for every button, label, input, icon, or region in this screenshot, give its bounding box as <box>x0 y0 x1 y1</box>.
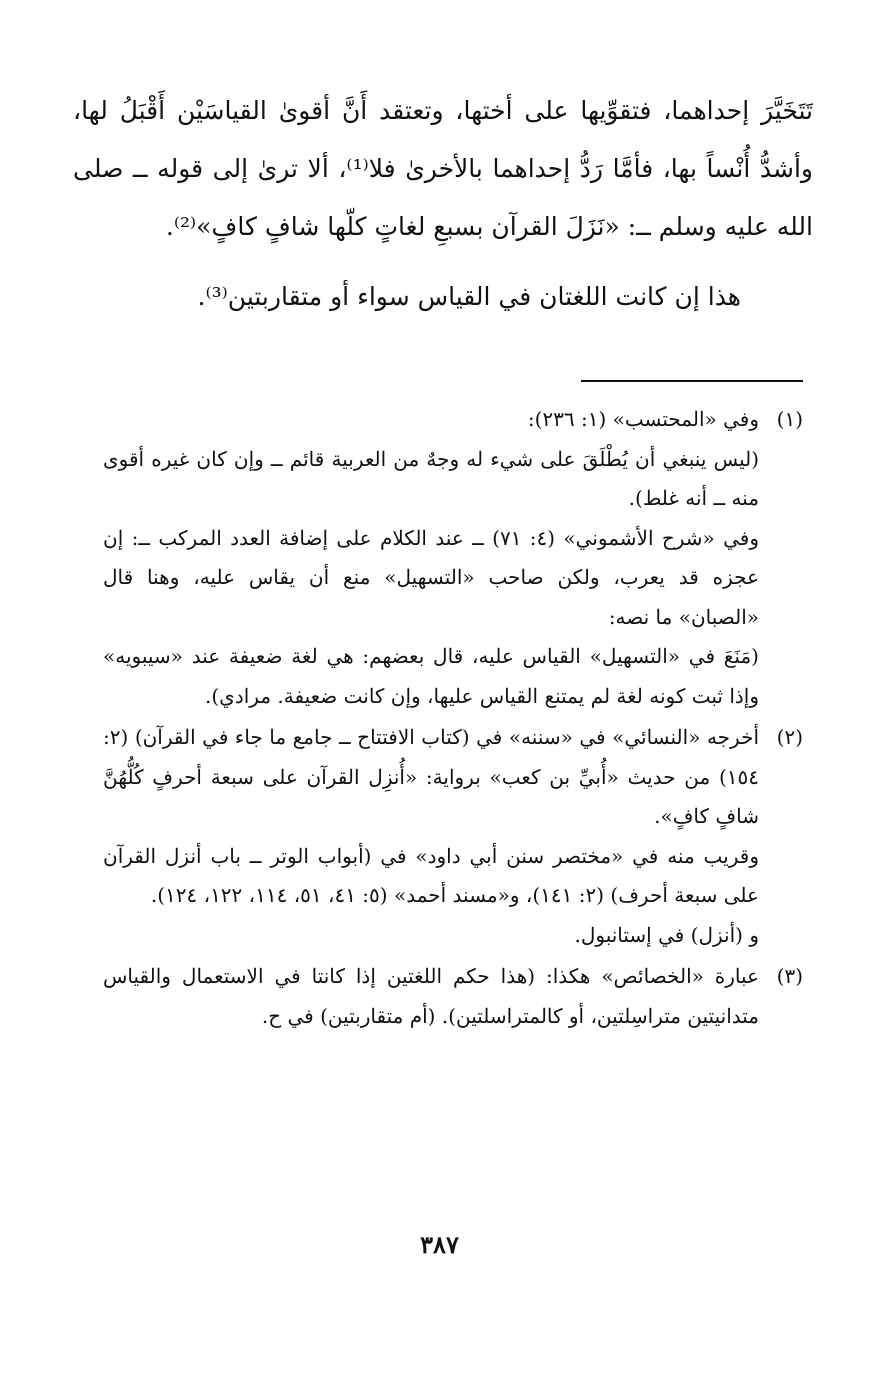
footnote-3 <box>103 957 803 1036</box>
footnote-body <box>103 718 759 955</box>
main-text <box>73 82 813 326</box>
main-paragraph: تَتَخَيَّرَ إحداهما، فتقوِّيها على أختها، وتعتقد أَنَّ أقوىٰ القياسَيْن أَقْبَلُ لها، وأشدُّ أُنْساً بها، فأمَّا رَدُّ إحداهما بالأخرىٰ فلا⁽¹⁾، ألا ترىٰ إلى قوله ــ صلى الله عليه وسلم ــ: «نَزَلَ القرآن بسبعِ لغاتٍ كلّها شافٍ كافٍ»⁽²⁾. <box>73 96 813 241</box>
page-number: ٣٨٧ <box>420 1230 459 1259</box>
footnote-paragraph: (مَنَعَ في «التسهيل» القياس عليه، قال بعضهم: هي لغة ضعيفة عند «سيبويه» وإذا ثبت كونه لغة لم يمتنع القياس عليها، وإن كانت ضعيفة. مرادي). <box>103 644 759 708</box>
footnote-2 <box>103 718 803 955</box>
footnote-number: (٢) <box>776 725 803 749</box>
footnote-body <box>103 400 759 716</box>
footnote-paragraph: عبارة «الخصائص» هكذا: (هذا حكم اللغتين إذا كانتا في الاستعمال والقياس متدانيتين متراسِلتين، أو كالمتراسلتين). (أم متقاربتين) في ح. <box>103 964 759 1028</box>
footnote-separator <box>581 380 803 382</box>
footnote-paragraph: (ليس ينبغي أن يُطْلَقَ على شيء له وجهٌ من العربية قائم ــ وإن كان غيره أقوى منه ــ أنه غلط). <box>103 446 759 510</box>
footnote-paragraph: و (أنزل) في إستانبول. <box>574 922 759 947</box>
footnote-number: (١) <box>776 407 803 431</box>
footnote-number: (٣) <box>776 964 803 988</box>
footnote-paragraph: أخرجه «النسائي» في «سننه» في (كتاب الافتتاح ــ جامع ما جاء في القرآن) (٢: ١٥٤) من حديث «أُبيِّ بن كعب» برواية: «أُنزِل القرآن على سبعة أحرفٍ كُلُّهُنَّ شافٍ كافٍ». <box>103 725 759 828</box>
footnote-paragraph: وفي «المحتسب» (١: ٢٣٦): <box>527 407 759 431</box>
main-paragraph-indented: هذا إن كانت اللغتان في القياس سواء أو متقاربتين⁽³⁾. <box>197 282 741 311</box>
footnote-body <box>103 957 759 1036</box>
footnote-1 <box>103 400 803 716</box>
footnotes <box>103 400 803 1036</box>
footnote-paragraph: وقريب منه في «مختصر سنن أبي داود» في (أبواب الوتر ــ باب أنزل القرآن على سبعة أحرف) (٢: ١٤١)، و«مسند أحمد» (٥: ٤١، ٥١، ١١٤، ١٢٢، ١٢٤). <box>103 843 759 907</box>
footnote-paragraph: وفي «شرح الأشموني» (٤: ٧١) ــ عند الكلام على إضافة العدد المركب ــ: إن عجزه قد يعرب، ولكن صاحب «التسهيل» منع أن يقاس عليه، وهنا قال «الصبان» ما نصه: <box>103 525 760 629</box>
